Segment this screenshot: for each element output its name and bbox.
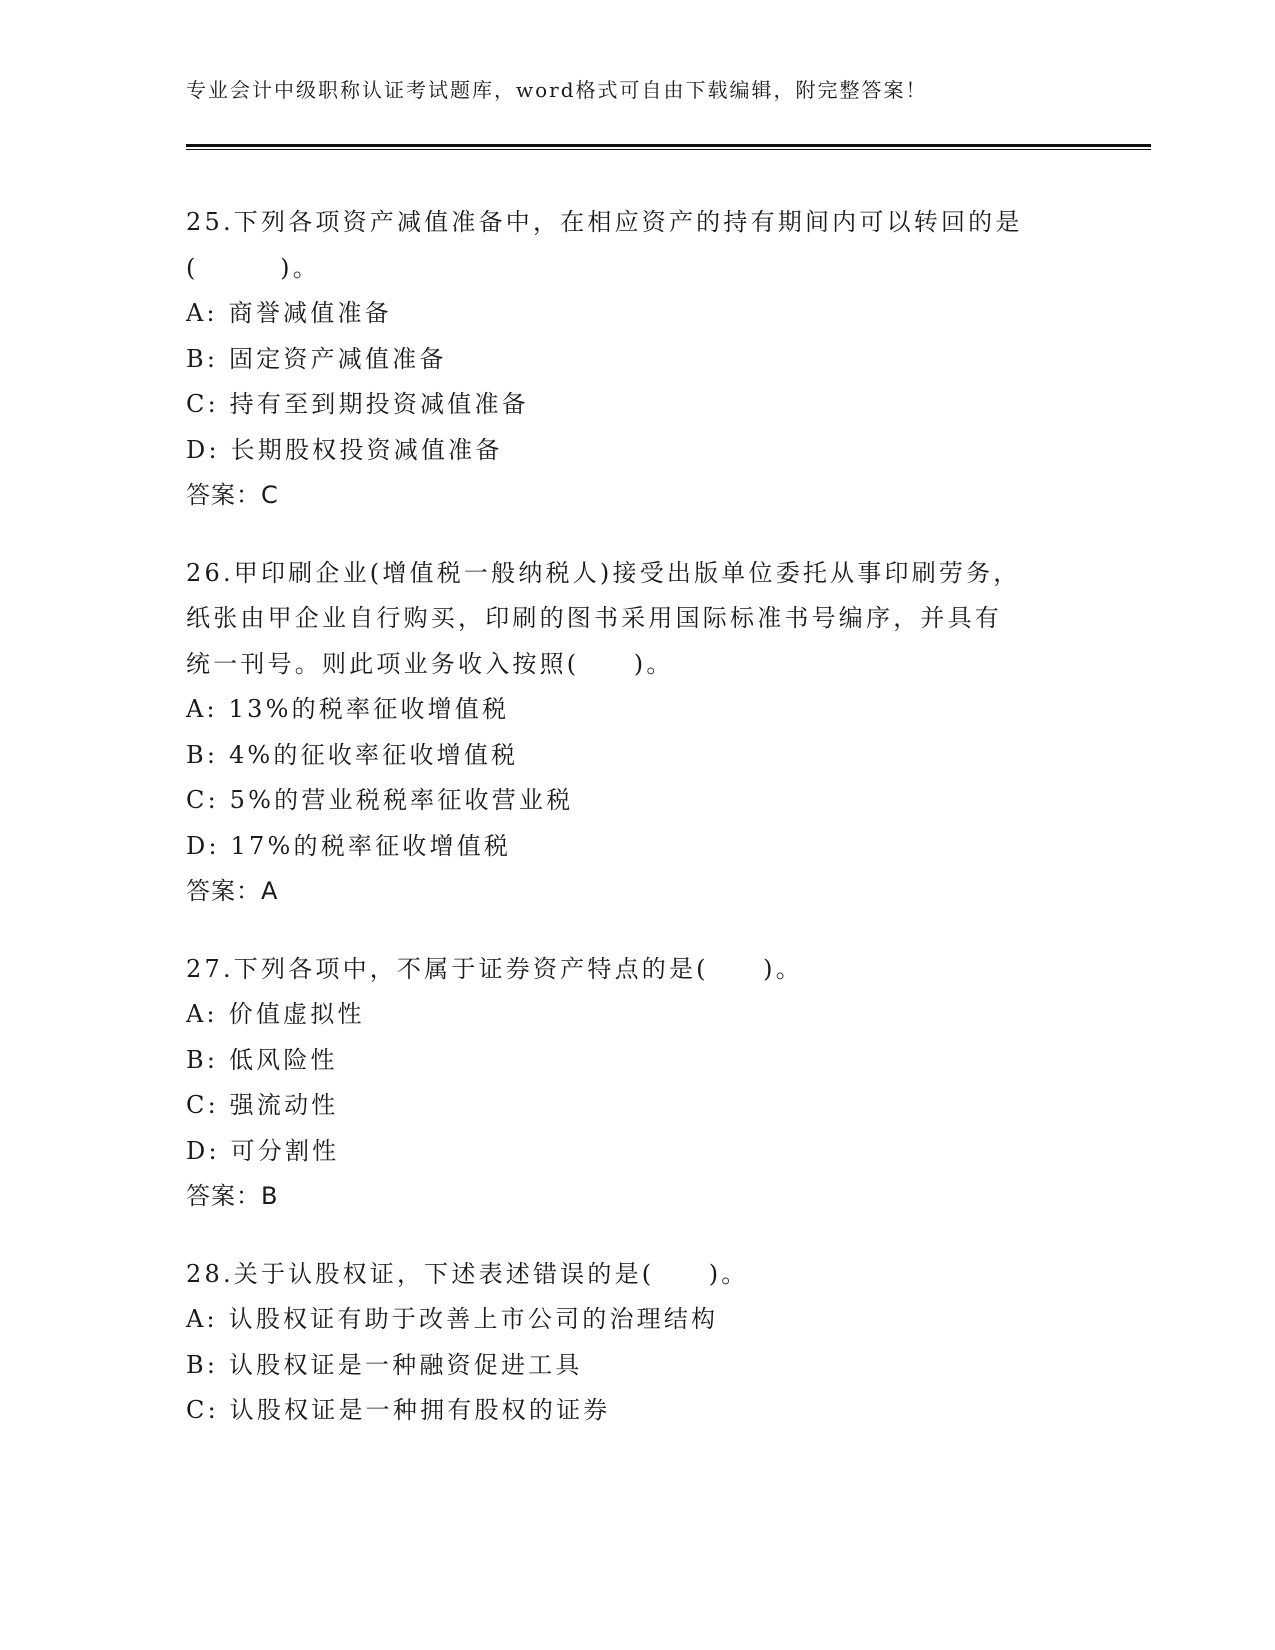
option-c: C: 持有至到期投资减值准备 [186, 390, 529, 418]
page-header: 专业会计中级职称认证考试题库，word格式可自由下载编辑，附完整答案！ [186, 78, 928, 102]
answer: 答案：C [186, 481, 279, 509]
answer: 答案：B [186, 1182, 279, 1210]
option-b: B: 固定资产减值准备 [186, 344, 447, 373]
option-c: C: 认股权证是一种拥有股权的证券 [186, 1396, 611, 1424]
option-a: A: 商誉减值准备 [186, 299, 392, 327]
option-d: D: 长期股权投资减值准备 [186, 435, 503, 464]
question-stem: ( )。 [186, 253, 320, 282]
question-27 [186, 947, 1086, 1220]
option-a: A: 13%的税率征收增值税 [186, 695, 510, 723]
question-28 [186, 1252, 1086, 1434]
question-stem: 26.甲印刷企业(增值税一般纳税人)接受出版单位委托从事印刷劳务， [186, 558, 1021, 587]
option-b: B: 4%的征收率征收增值税 [186, 740, 519, 769]
option-b: B: 低风险性 [186, 1045, 338, 1074]
option-d: D: 可分割性 [186, 1136, 340, 1165]
question-list [186, 200, 1086, 1466]
header-divider-thin [186, 149, 1151, 150]
question-stem: 统一刊号。则此项业务收入按照( )。 [186, 649, 674, 678]
option-a: A: 价值虚拟性 [186, 1000, 365, 1028]
question-stem: 纸张由甲企业自行购买，印刷的图书采用国际标准书号编序，并具有 [186, 604, 1002, 632]
option-c: C: 强流动性 [186, 1091, 339, 1119]
option-a: A: 认股权证有助于改善上市公司的治理结构 [186, 1305, 719, 1333]
header-divider [186, 144, 1151, 147]
question-stem: 28.关于认股权证，下述表述错误的是( )。 [186, 1259, 749, 1288]
option-b: B: 认股权证是一种融资促进工具 [186, 1350, 583, 1379]
option-c: C: 5%的营业税税率征收营业税 [186, 786, 574, 814]
question-26 [186, 551, 1086, 915]
question-stem: 27.下列各项中，不属于证券资产特点的是( )。 [186, 954, 803, 983]
question-25 [186, 200, 1086, 519]
answer: 答案：A [186, 877, 279, 905]
option-d: D: 17%的税率征收增值税 [186, 831, 512, 860]
question-stem: 25.下列各项资产减值准备中，在相应资产的持有期间内可以转回的是 [186, 208, 1023, 236]
